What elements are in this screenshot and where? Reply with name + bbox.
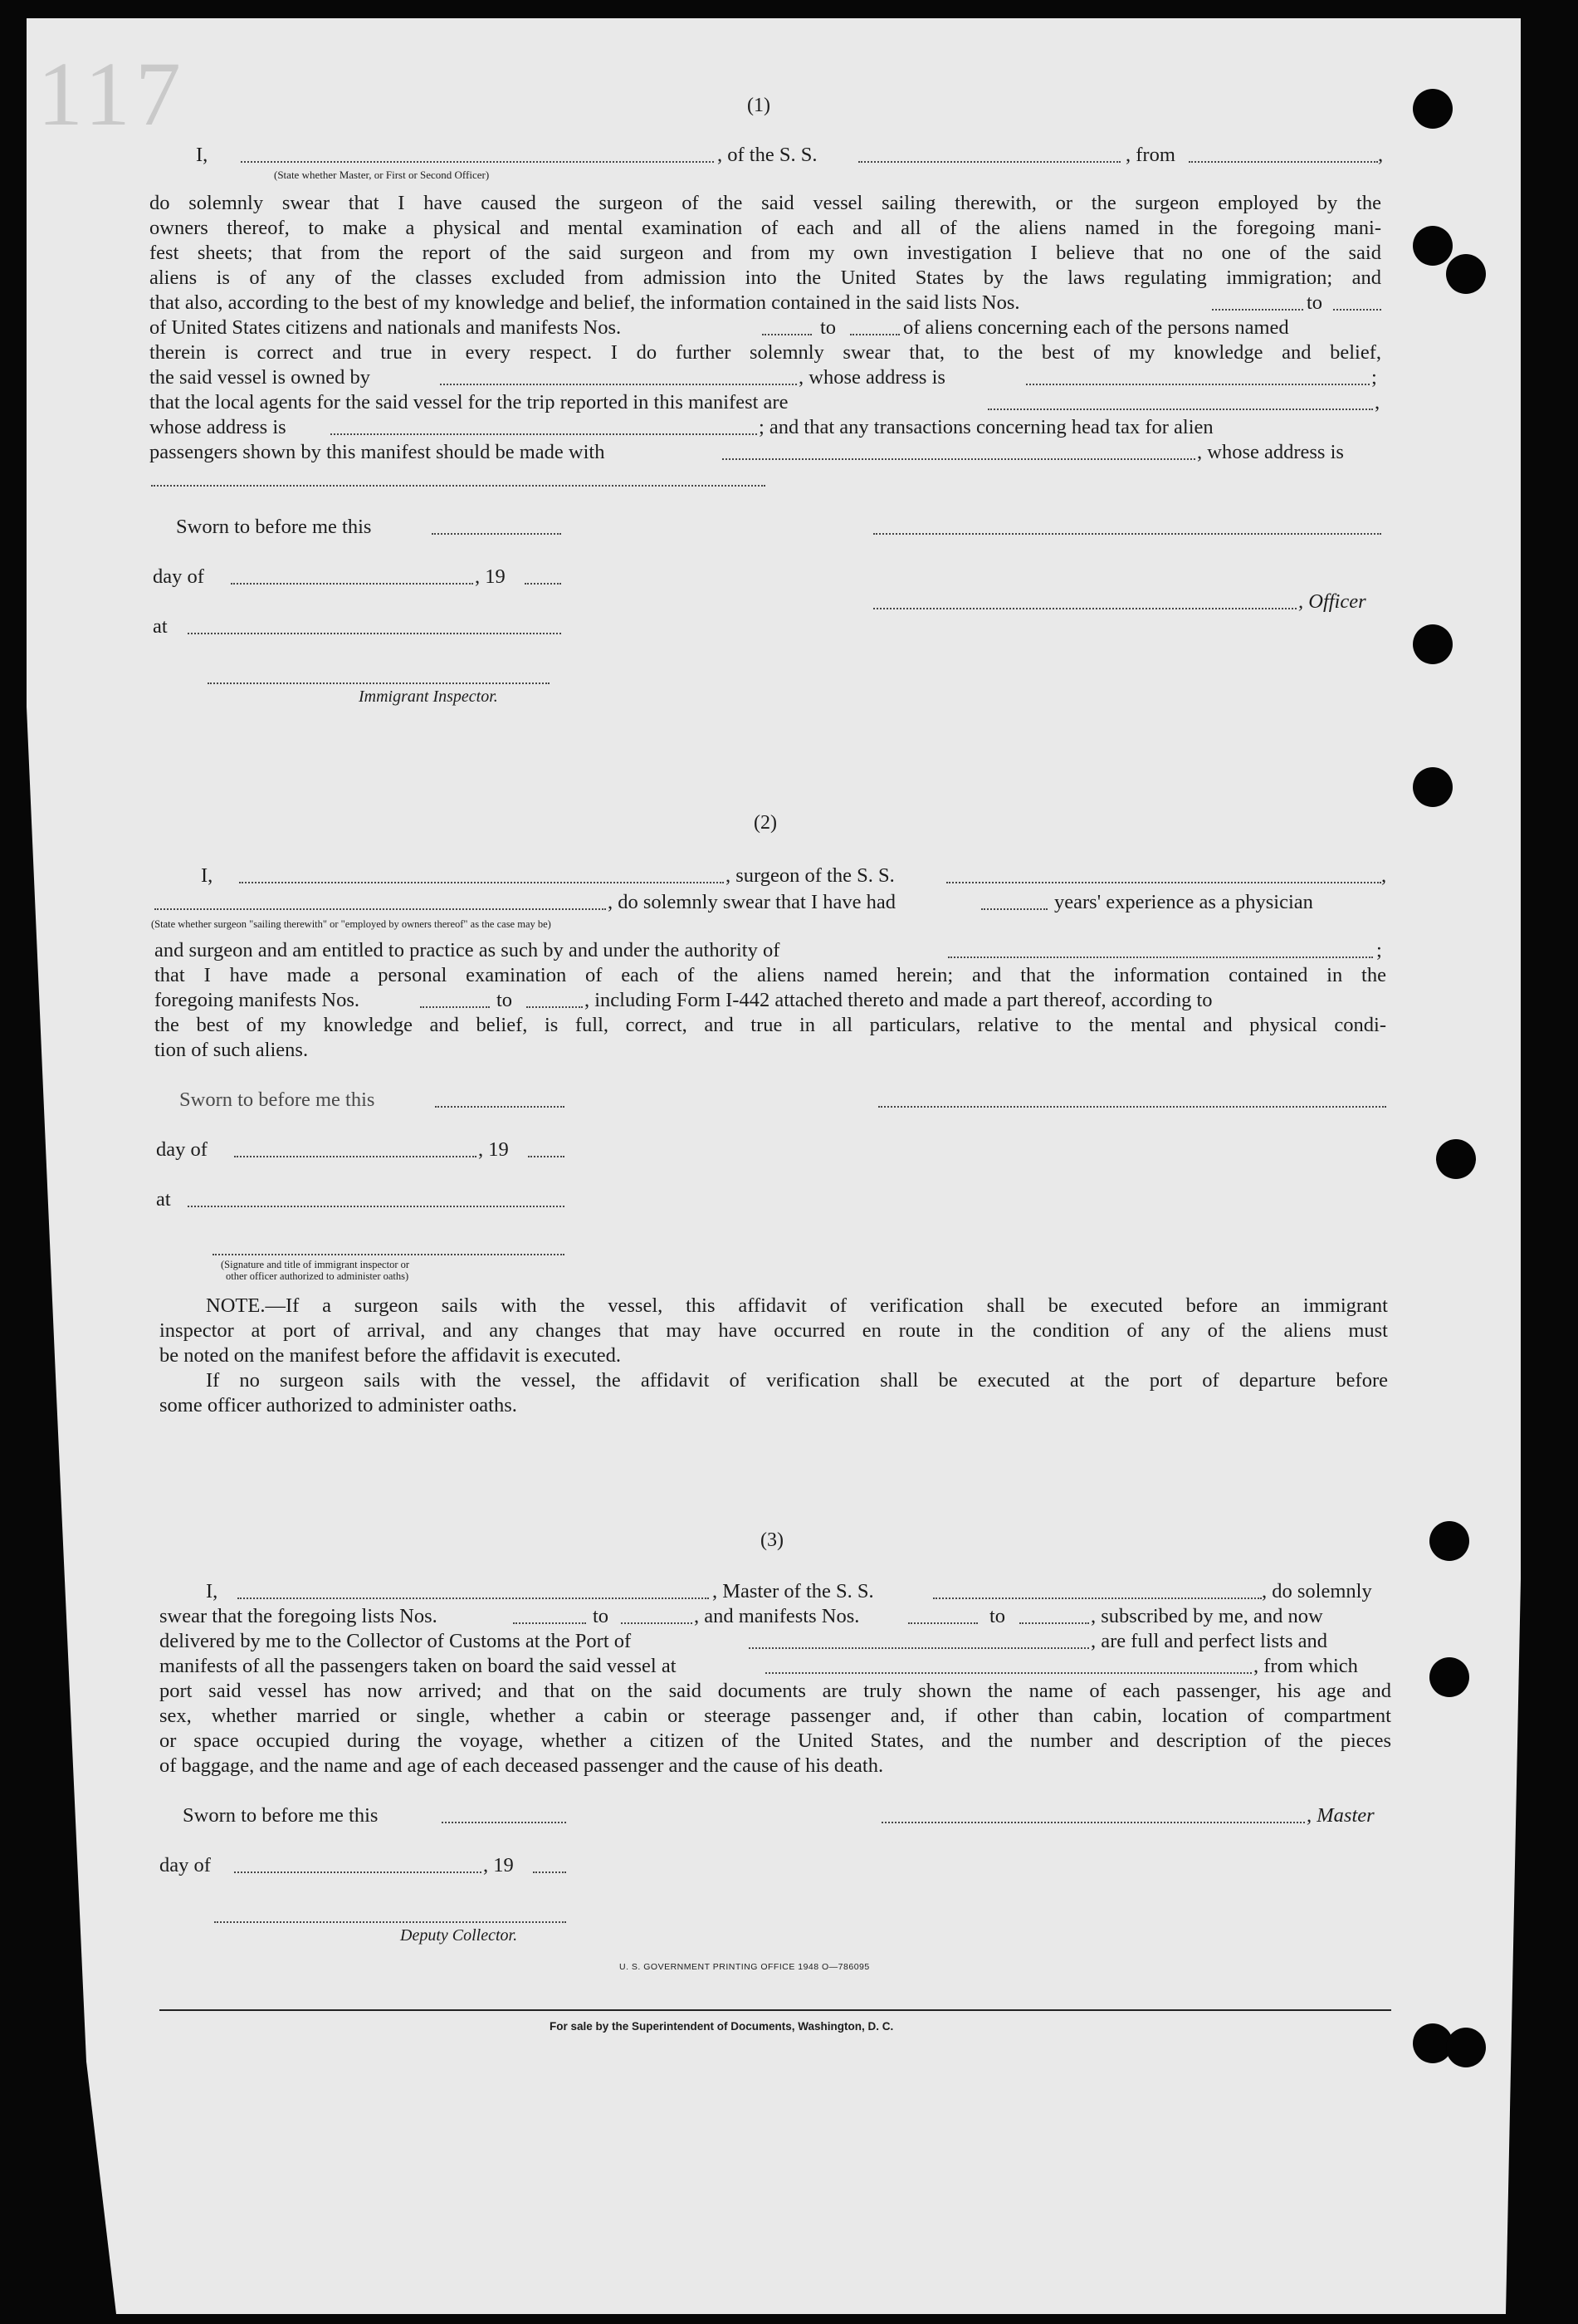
s2-manifest-from-blank bbox=[420, 1006, 490, 1008]
s1-line1-ss: , of the S. S. bbox=[717, 144, 818, 166]
s3-lists-to-blank bbox=[621, 1622, 692, 1624]
s1-head-tax-blank bbox=[722, 458, 1195, 460]
s2-to: to bbox=[496, 989, 513, 1011]
s2-note-text: —If a surgeon sails with the vessel, this affidavit of verification shall be executed before an immigrant bbox=[265, 1294, 1388, 1317]
s2-sig-caption: other officer authorized to administer oaths) bbox=[226, 1270, 409, 1282]
s2-ship-blank bbox=[946, 882, 1381, 883]
s3-master-label: , Master bbox=[1307, 1804, 1375, 1827]
s2-day-of: day of bbox=[156, 1138, 208, 1161]
s1-line1-pre: I, bbox=[196, 144, 208, 166]
punch-hole bbox=[1429, 1657, 1469, 1697]
section-3-number: (3) bbox=[760, 1529, 784, 1551]
s3-master-sign-blank bbox=[882, 1822, 1305, 1823]
s2-year-blank bbox=[528, 1156, 564, 1157]
footer-rule bbox=[159, 2009, 1391, 2011]
s2-surgeon-ss: , surgeon of the S. S. bbox=[725, 864, 895, 887]
s3-deputy-label: Deputy Collector. bbox=[400, 1926, 518, 1945]
s2-surgeon-name-blank bbox=[239, 882, 724, 883]
s1-body-line: fest sheets; that from the report of the said surgeon and from my own investigation I believe that no one of the said bbox=[149, 242, 1381, 264]
s3-body-line: of baggage, and the name and age of each deceased passenger and the cause of his death. bbox=[159, 1754, 884, 1777]
s3-manifest-to-blank bbox=[1019, 1622, 1089, 1624]
s1-owner-address-blank bbox=[1026, 384, 1370, 385]
s1-agents-address-blank bbox=[330, 433, 757, 435]
punch-hole bbox=[1413, 767, 1453, 807]
punch-hole bbox=[1446, 2028, 1486, 2067]
s1-from-blank bbox=[1189, 161, 1378, 163]
s1-line1-from: , from bbox=[1126, 144, 1175, 166]
section-2-number: (2) bbox=[754, 812, 777, 834]
s1-lists-to-blank bbox=[1333, 309, 1381, 311]
s3-and-manifests: , and manifests Nos. bbox=[694, 1605, 860, 1627]
s3-sworn-blank bbox=[442, 1822, 566, 1823]
s2-sig-caption: (Signature and title of immigrant inspector or bbox=[221, 1259, 410, 1270]
s2-years: years' experience as a physician bbox=[1054, 891, 1313, 913]
s2-body-line: tion of such aliens. bbox=[154, 1039, 309, 1061]
s1-body-line: of United States citizens and nationals and manifests Nos. bbox=[149, 316, 622, 339]
margin-number: 117 bbox=[37, 43, 186, 144]
s2-body-line: and surgeon and am entitled to practice as such by and under the authority of bbox=[154, 939, 780, 961]
s3-day-blank bbox=[234, 1871, 481, 1873]
s2-body-line: that I have made a personal examination of each of the aliens named herein; and that the information contained in the bbox=[154, 964, 1386, 986]
s3-solemnly: , do solemnly bbox=[1262, 1580, 1372, 1602]
s1-signature-blank bbox=[873, 533, 1381, 535]
s1-officer-label: , Officer bbox=[1298, 590, 1366, 613]
s3-to: to bbox=[989, 1605, 1006, 1627]
s1-manifest-from-blank bbox=[762, 334, 812, 335]
s3-ship-blank bbox=[933, 1597, 1262, 1599]
s1-line1-comma: , bbox=[1378, 144, 1384, 166]
s2-note-line: If no surgeon sails with the vessel, the affidavit of verification shall be executed at the port of departure before bbox=[206, 1369, 1388, 1392]
s3-nineteen: , 19 bbox=[483, 1854, 514, 1876]
s1-body-line: therein is correct and true in every respect. I do further solemnly swear that, to the best of my knowledge and belief, bbox=[149, 341, 1381, 364]
s3-day-of: day of bbox=[159, 1854, 211, 1876]
s2-surgeon-status-blank bbox=[154, 908, 606, 910]
punch-hole bbox=[1436, 1139, 1476, 1179]
s1-to: to bbox=[820, 316, 837, 339]
s3-body-line: swear that the foregoing lists Nos. bbox=[159, 1605, 437, 1627]
section-1-number: (1) bbox=[747, 95, 770, 116]
s3-from-which: , from which bbox=[1253, 1655, 1358, 1677]
s2-inspector-blank bbox=[213, 1254, 564, 1255]
s1-year-blank bbox=[525, 583, 561, 585]
s1-whose-address: , whose address is bbox=[799, 366, 945, 389]
s1-inspector-label: Immigrant Inspector. bbox=[359, 687, 498, 706]
s2-at-blank bbox=[188, 1206, 564, 1207]
s1-whose-address-2: , whose address is bbox=[1197, 441, 1344, 463]
s1-day-of: day of bbox=[153, 565, 204, 588]
s3-body-line: manifests of all the passengers taken on board the said vessel at bbox=[159, 1655, 677, 1677]
s1-of-aliens: of aliens concerning each of the persons named bbox=[903, 316, 1289, 339]
s1-comma: , bbox=[1375, 391, 1380, 413]
s1-sworn-blank bbox=[432, 533, 561, 535]
s1-at: at bbox=[153, 615, 168, 638]
s3-master-ss: , Master of the S. S. bbox=[712, 1580, 874, 1602]
s1-ship-blank bbox=[858, 161, 1121, 163]
s1-body-line: the said vessel is owned by bbox=[149, 366, 371, 389]
s2-note-line: be noted on the manifest before the affidavit is executed. bbox=[159, 1344, 622, 1367]
s2-manifest-to-blank bbox=[526, 1006, 583, 1008]
s1-head-tax: ; and that any transactions concerning head tax for alien bbox=[759, 416, 1214, 438]
s1-day-blank bbox=[231, 583, 473, 585]
s1-body-line: passengers shown by this manifest should be made with bbox=[149, 441, 605, 463]
s1-body-line: do solemnly swear that I have caused the surgeon of the said vessel sailing therewith, or the surgeon employed by the bbox=[149, 192, 1381, 214]
s2-years-blank bbox=[981, 908, 1048, 910]
s2-nineteen: , 19 bbox=[478, 1138, 509, 1161]
s1-lists-from-blank bbox=[1212, 309, 1303, 311]
s2-note-line: some officer authorized to administer oaths. bbox=[159, 1394, 517, 1416]
s3-body-line: sex, whether married or single, whether a cabin or steerage passenger and, if other than cabin, location of compartment bbox=[159, 1705, 1391, 1727]
s3-to: to bbox=[593, 1605, 609, 1627]
s2-comma: , bbox=[1381, 864, 1387, 887]
punch-hole bbox=[1413, 226, 1453, 266]
s2-at: at bbox=[156, 1188, 171, 1211]
s2-caption: (State whether surgeon "sailing therewith" or "employed by owners thereof" as the case may be) bbox=[151, 918, 551, 930]
s2-semicolon: ; bbox=[1376, 939, 1382, 961]
s1-at-blank bbox=[188, 633, 561, 634]
s1-sworn: Sworn to before me this bbox=[176, 516, 372, 538]
s1-body-line: aliens is of any of the classes excluded from admission into the United States by the laws regulating immigration; and bbox=[149, 267, 1381, 289]
s2-sworn-blank bbox=[435, 1106, 564, 1108]
s1-body-line: whose address is bbox=[149, 416, 286, 438]
s1-nineteen: , 19 bbox=[475, 565, 506, 588]
s1-agents-blank bbox=[988, 409, 1373, 410]
s1-head-tax-address-blank bbox=[151, 485, 765, 487]
punch-hole bbox=[1413, 624, 1453, 664]
s3-subscribed: , subscribed by me, and now bbox=[1091, 1605, 1323, 1627]
s2-body-line: foregoing manifests Nos. bbox=[154, 989, 359, 1011]
punch-hole bbox=[1446, 254, 1486, 294]
s2-day-blank bbox=[234, 1156, 476, 1157]
s3-manifest-from-blank bbox=[908, 1622, 978, 1624]
s3-body-line: port said vessel has now arrived; and that on the said documents are truly shown the name of each passenger, his age and bbox=[159, 1680, 1391, 1702]
s3-line1-pre: I, bbox=[206, 1580, 218, 1602]
s2-note-line bbox=[206, 1294, 1388, 1319]
s1-to: to bbox=[1307, 291, 1323, 314]
punch-hole bbox=[1429, 1521, 1469, 1561]
s1-body-line: owners thereof, to make a physical and mental examination of each and all of the aliens named in the foregoing mani- bbox=[149, 217, 1381, 239]
s3-sworn: Sworn to before me this bbox=[183, 1804, 379, 1827]
s2-sworn: Sworn to before me this bbox=[179, 1089, 375, 1111]
s2-line1-pre: I, bbox=[201, 864, 213, 887]
s1-manifest-to-blank bbox=[850, 334, 900, 335]
s3-master-name-blank bbox=[237, 1597, 709, 1599]
s1-body-line: that also, according to the best of my knowledge and belief, the information contained in the said lists Nos. bbox=[149, 291, 1020, 314]
s3-lists-from-blank bbox=[513, 1622, 586, 1624]
s1-officer-sign-blank bbox=[873, 608, 1297, 609]
s1-owner-blank bbox=[440, 384, 797, 385]
s3-body-line: delivered by me to the Collector of Customs at the Port of bbox=[159, 1630, 632, 1652]
s3-body-line: or space occupied during the voyage, whether a citizen of the United States, and the number and description of the pieces bbox=[159, 1730, 1391, 1752]
s1-officer-caption: (State whether Master, or First or Second Officer) bbox=[274, 169, 490, 181]
s1-semicolon: ; bbox=[1371, 366, 1377, 389]
printer-imprint: U. S. GOVERNMENT PRINTING OFFICE 1948 O—786095 bbox=[619, 1962, 870, 1972]
s2-authority-blank bbox=[948, 957, 1373, 958]
s2-including: , including Form I-442 attached thereto and made a part thereof, according to bbox=[584, 989, 1213, 1011]
for-sale-note: For sale by the Superintendent of Documents, Washington, D. C. bbox=[550, 2020, 894, 2033]
s3-year-blank bbox=[533, 1871, 566, 1873]
s2-note-line: inspector at port of arrival, and any changes that may have occurred en route in the condition of any of the aliens must bbox=[159, 1319, 1388, 1342]
s1-body-line: that the local agents for the said vessel for the trip reported in this manifest are bbox=[149, 391, 789, 413]
s3-port-blank bbox=[749, 1647, 1089, 1649]
s3-are-full: , are full and perfect lists and bbox=[1091, 1630, 1328, 1652]
s2-body-line: the best of my knowledge and belief, is full, correct, and true in all particulars, relative to the mental and physical condi- bbox=[154, 1014, 1386, 1036]
punch-hole bbox=[1413, 89, 1453, 129]
s3-departure-blank bbox=[765, 1672, 1252, 1674]
s2-swear: , do solemnly swear that I have had bbox=[608, 891, 896, 913]
s2-note-label: NOTE. bbox=[206, 1294, 266, 1317]
s2-signature-blank bbox=[878, 1106, 1386, 1108]
